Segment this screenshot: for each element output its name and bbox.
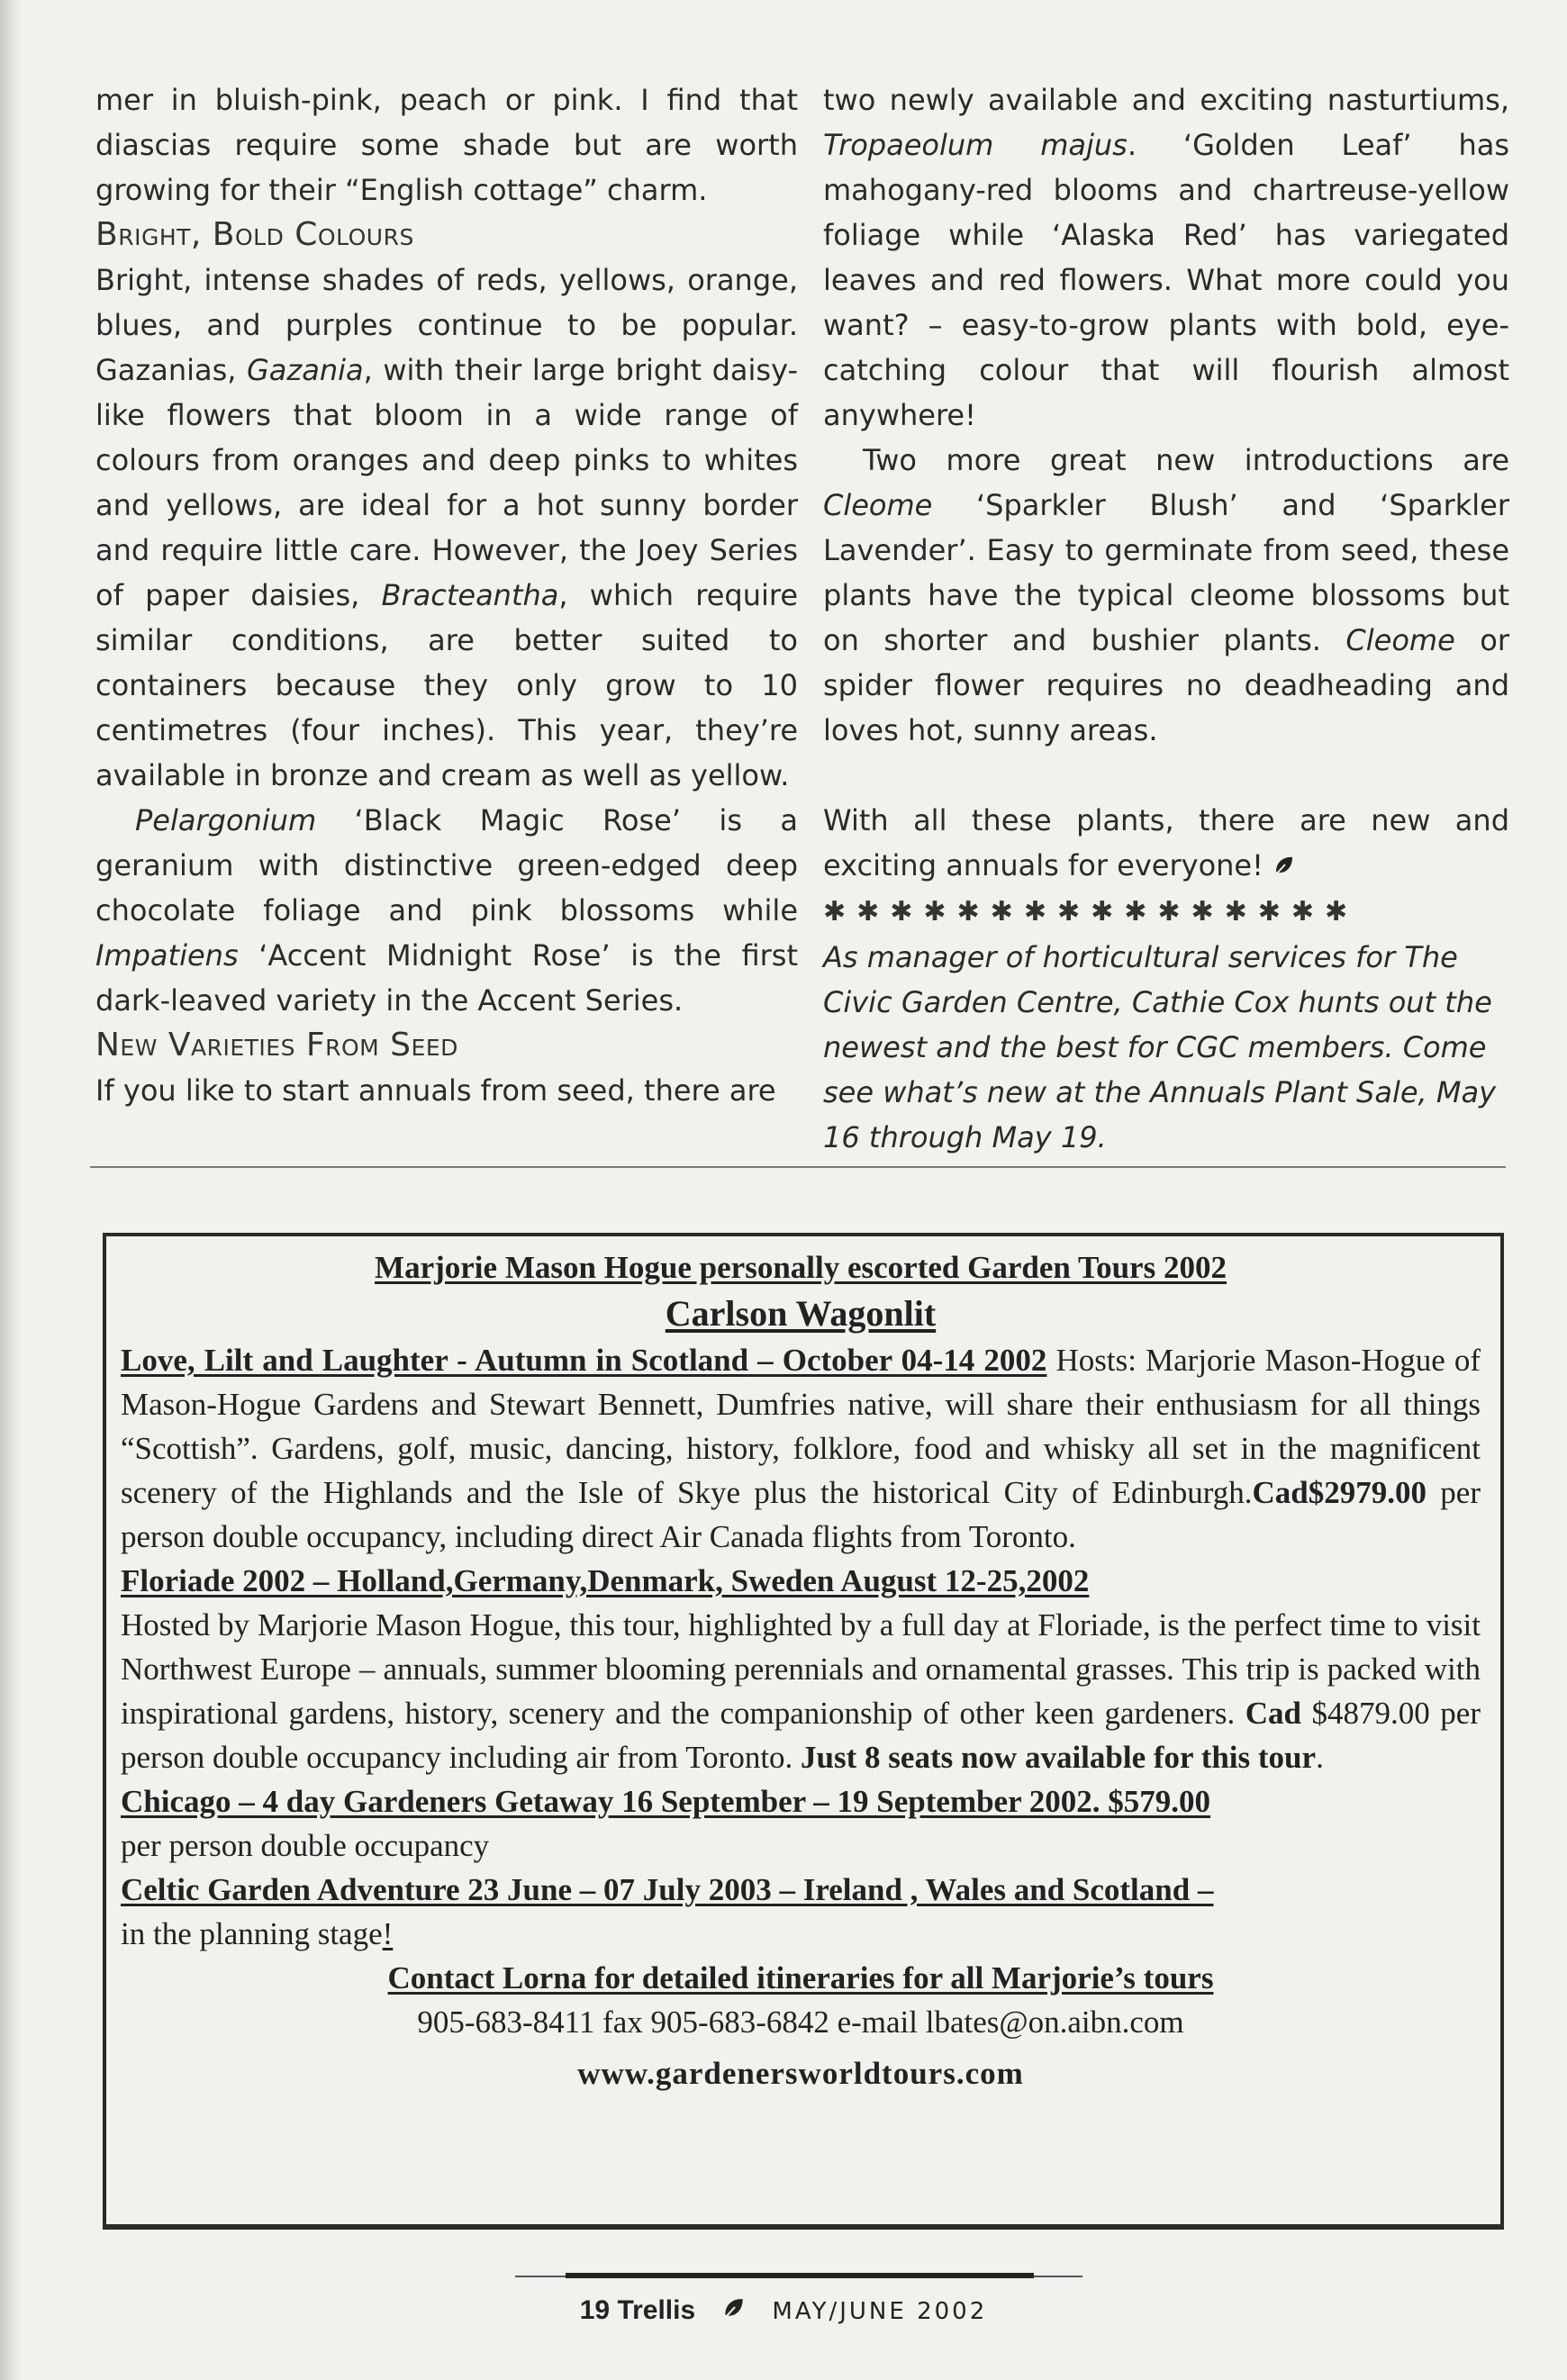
decorative-star-divider: ✱✱✱✱✱✱✱✱✱✱✱✱✱✱✱✱ xyxy=(823,896,1359,928)
paragraph-diascias: mer in bluish-pink, peach or pink. I find that diascias require some shade but are worth growing for their “English cottage” charm. xyxy=(95,83,798,207)
paragraph-gazanias: Bright, intense shades of reds, yellows, orange, blues, and purples continue to be popular. Gazanias, Gazania, with their large bright daisy-like flowers that bloom in a wide range of colours from oranges and deep pinks to whites and yellows, are ideal for a hot sunny border and require little care. However, the Joey Series of paper daisies, Bracteantha, which require similar conditions, are better suited to containers because they only grow to 10 centimetres (four inches). This year, they’re available in bronze and cream as well as yellow. xyxy=(95,263,799,792)
tour-scotland-date: – October 04-14 2002 xyxy=(748,1343,1047,1378)
tour-celtic-title: Celtic Garden Adventure 23 June – 07 July 2003 – Ireland , Wales and Scotland – xyxy=(121,1872,1214,1907)
tour-scotland-title: Love, Lilt and Laughter - Autumn in Scotland xyxy=(121,1343,749,1378)
tour-chicago-text: per person double occupancy xyxy=(121,1828,490,1863)
tour-floriade: Hosted by Marjorie Mason Hogue, this tour, highlighted by a full day at Floriade, is the perfect time to visit Northwest Europe – annuals, summer blooming perennials and ornamental grasses. This trip is packed with inspirational gardens, history, scenery and the companionship of other keen gardeners. Cad $4879.00 per person double occupancy including air from Toronto. Just 8 seats now available for this tour. xyxy=(121,1607,1481,1775)
ad-contact: Contact Lorna for detailed itineraries for all Marjorie’s tours xyxy=(387,1960,1214,1995)
leaf-end-mark-icon xyxy=(1273,845,1296,890)
garden-tours-advertisement xyxy=(103,1233,1504,2230)
ad-phone-email: 905-683-8411 fax 905-683-6842 e-mail lbates@on.aibn.com xyxy=(417,2004,1184,2040)
ad-website: www.gardenersworldtours.com xyxy=(577,2056,1024,2091)
page-spine-shadow xyxy=(0,0,22,2380)
page-footer xyxy=(0,2294,1567,2328)
section-heading-new-varieties: New Varieties From Seed xyxy=(95,1027,458,1063)
tour-floriade-title: Floriade 2002 – Holland,Germany,Denmark, Sweden August 12-25,2002 xyxy=(121,1563,1090,1598)
leaf-logo-icon xyxy=(721,2295,747,2328)
tour-celtic: in the planning stage! xyxy=(121,1916,394,1951)
horizontal-divider xyxy=(90,1166,1506,1168)
author-bio: As manager of horticultural services for The Civic Garden Centre, Cathie Cox hunts out the newest and the best for CGC members. Come see what’s new at the Annuals Plant Sale, May 16 through May 19. xyxy=(823,940,1497,1154)
paragraph-spacer xyxy=(823,753,1509,798)
paragraph-cleome: Two more great new introductions are Cleome ‘Sparkler Blush’ and ‘Sparkler Lavender’. Easy to germinate from seed, these plants have the typical cleome blossoms but on shorter and bushier plants. Cleome or spider flower requires no deadheading and loves hot, sunny areas. xyxy=(823,443,1509,747)
paragraph-pelargonium: Pelargonium ‘Black Magic Rose’ is a geranium with distinctive green-edged deep chocolate foliage and pink blossoms while Impatiens ‘Accent Midnight Rose’ is the first dark-leaved variety in the Accent Series. xyxy=(95,803,798,1018)
paragraph-closing: With all these plants, there are new and exciting annuals for everyone! xyxy=(823,798,1509,890)
article-left-column xyxy=(95,77,798,1113)
ad-agency: Carlson Wagonlit xyxy=(665,1293,937,1334)
paragraph-seed-intro: If you like to start annuals from seed, there are xyxy=(95,1073,776,1108)
article-right-column xyxy=(823,77,1509,1160)
ad-title: Marjorie Mason Hogue personally escorted Garden Tours 2002 xyxy=(375,1250,1227,1285)
tour-floriade-seats: Just 8 seats now available for this tour xyxy=(801,1740,1317,1775)
tour-chicago-title: Chicago – 4 day Gardeners Getaway 16 September – 19 September 2002. $579.00 xyxy=(121,1784,1210,1819)
footer-bar xyxy=(566,2273,1034,2278)
section-heading-bright-bold-colours: Bright, Bold Colours xyxy=(95,216,414,253)
footer-issue-date: MAY/JUNE 2002 xyxy=(772,2298,988,2325)
tour-scotland: Love, Lilt and Laughter - Autumn in Scotland – October 04-14 2002 Hosts: Marjorie Mason-Hogue of Mason-Hogue Gardens and Stewart Bennett, Dumfries native, will share their enthusiasm for all things “Scottish”. Gardens, golf, music, dancing, history, folklore, food and whisky all set in the magnificent scenery of the Highlands and the Isle of Skye plus the historical City of Edinburgh.Cad$2979.00 per person double occupancy, including direct Air Canada flights from Toronto. xyxy=(121,1343,1481,1554)
paragraph-nasturtiums: two newly available and exciting nasturtiums, Tropaeolum majus. ‘Golden Leaf’ has mahogany-red blooms and chartreuse-yellow foliage while ‘Alaska Red’ has variegated leaves and red flowers. What more could you want? – easy-to-grow plants with bold, eye-catching colour that will flourish almost anywhere! xyxy=(823,83,1510,432)
tour-scotland-price: Cad$2979.00 xyxy=(1252,1475,1427,1510)
footer-page-title: 19 Trellis xyxy=(579,2295,696,2325)
